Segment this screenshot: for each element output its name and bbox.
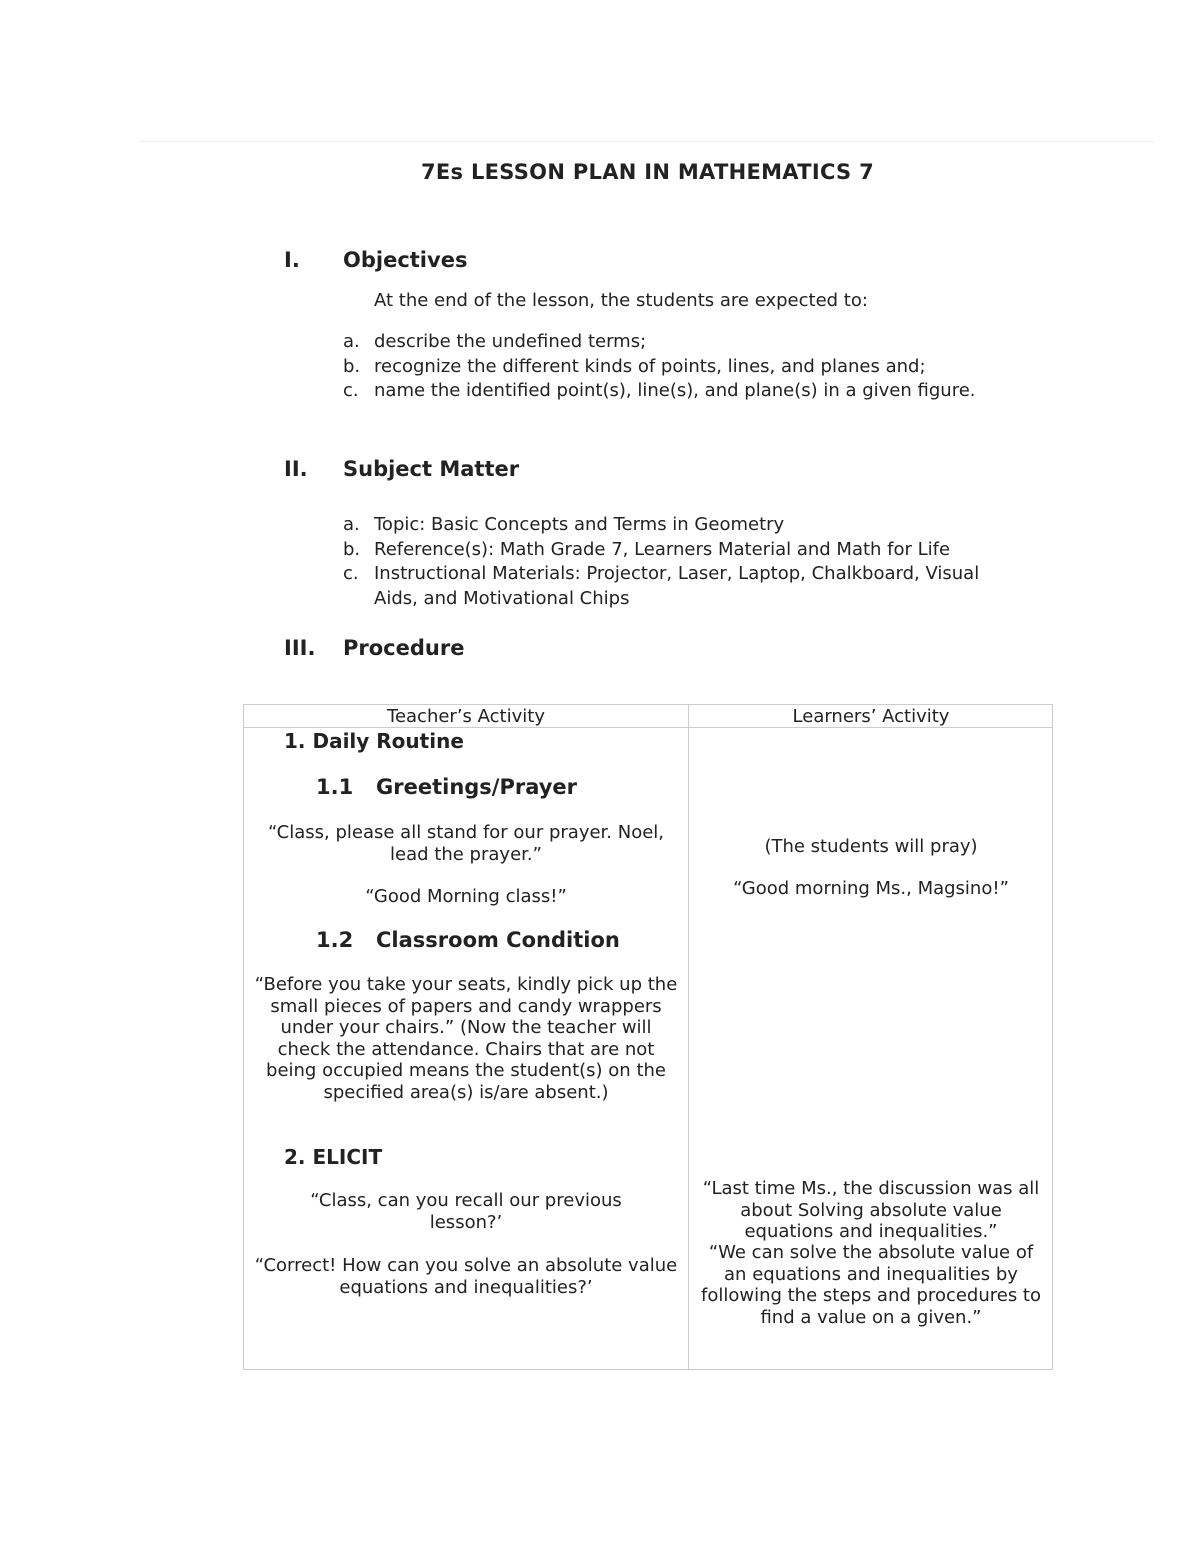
teacher-correct-text: “Correct! How can you solve an absolute value equations and inequalities?’ (254, 1255, 678, 1298)
header-learners-activity: Learners’ Activity (792, 706, 950, 727)
list-item (343, 562, 1003, 611)
section-number-objectives: I. (284, 248, 300, 272)
section-number-procedure: III. (284, 636, 316, 660)
section-title-procedure: Procedure (343, 636, 465, 660)
teacher-prayer-text: “Class, please all stand for our prayer. Noel, lead the prayer.” (267, 822, 665, 865)
section-title-subject-matter: Subject Matter (343, 457, 520, 481)
list-marker: a. (343, 514, 360, 535)
header-divider (244, 727, 1052, 728)
classroom-condition-number: 1.2 (316, 928, 354, 952)
list-text: Reference(s): Math Grade 7, Learners Material and Math for Life (374, 538, 951, 560)
teacher-recall-text: “Class, can you recall our previous lesson?’ (310, 1190, 622, 1233)
top-rule (140, 141, 1155, 142)
list-marker: c. (343, 380, 359, 401)
classroom-condition-heading (316, 928, 620, 952)
list-text: Instructional Materials: Projector, Laser, Laptop, Chalkboard, Visual Aids, and Motivational Chips (374, 563, 980, 609)
list-text: describe the undefined terms; (374, 331, 647, 352)
list-item (343, 513, 1033, 538)
section-number-subject-matter: II. (284, 457, 308, 481)
daily-routine-heading: 1. Daily Routine (284, 729, 464, 753)
column-divider (688, 705, 689, 1369)
list-marker: c. (343, 563, 359, 584)
greetings-title: Greetings/Prayer (376, 775, 578, 799)
list-marker: b. (343, 355, 361, 377)
list-text: Topic: Basic Concepts and Terms in Geometry (374, 514, 785, 535)
list-item (343, 330, 1033, 355)
teacher-morning-text: “Good Morning class!” (365, 886, 567, 907)
elicit-heading: 2. ELICIT (284, 1145, 383, 1169)
list-item (343, 379, 1008, 404)
learners-morning-text: “Good morning Ms., Magsino!” (733, 878, 1009, 899)
procedure-table (243, 704, 1053, 1370)
list-marker: b. (343, 538, 361, 560)
learners-solve-text: “We can solve the absolute value of an equations and inequalities by following the steps and procedures to find a value on a given.” (700, 1242, 1042, 1328)
learners-last-time-text: “Last time Ms., the discussion was all about Solving absolute value equations and inequalities.” (702, 1178, 1040, 1242)
list-marker: a. (343, 331, 360, 352)
classroom-condition-title: Classroom Condition (376, 928, 620, 952)
document-title: 7Es LESSON PLAN IN MATHEMATICS 7 (420, 160, 875, 184)
list-text: name the identified point(s), line(s), and plane(s) in a given figure. (374, 380, 976, 401)
section-title-objectives: Objectives (343, 248, 468, 272)
header-teacher-activity: Teacher’s Activity (387, 706, 545, 727)
greetings-heading (316, 775, 577, 799)
subject-matter-list (343, 513, 1033, 611)
learners-pray-text: (The students will pray) (764, 836, 978, 857)
list-item (343, 538, 1033, 563)
teacher-condition-text: “Before you take your seats, kindly pick up the small pieces of papers and candy wrappers under your chairs.” (Now the teacher will check the attendance. Chairs that are not being occupied means the student(s) on the specified area(s) is/are absent.) (254, 974, 678, 1103)
list-item (343, 355, 1033, 380)
objectives-list (343, 330, 1033, 404)
objectives-intro: At the end of the lesson, the students are expected to: (374, 290, 868, 311)
list-text: recognize the different kinds of points, lines, and planes and; (374, 355, 926, 377)
greetings-number: 1.1 (316, 775, 354, 799)
